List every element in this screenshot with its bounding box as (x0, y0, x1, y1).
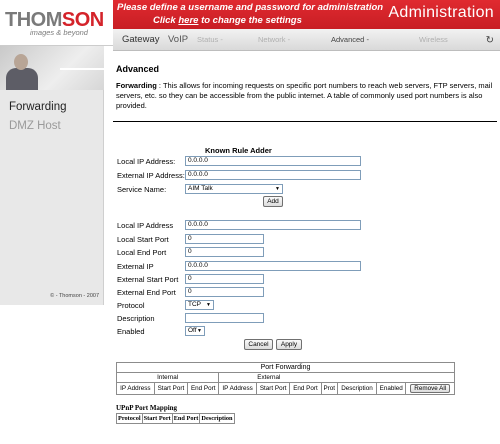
remove-all-cell (406, 383, 455, 395)
intro-paragraph (116, 81, 495, 111)
person-head-shape (14, 54, 28, 70)
custom-external-ip-label: External IP (117, 262, 154, 271)
description-label: Description (117, 314, 155, 323)
change-settings-link[interactable]: here (178, 15, 199, 26)
tab-advanced[interactable]: Advanced - (331, 35, 369, 44)
column-header: IP Address (219, 383, 257, 395)
custom-local-ip-label: Local IP Address (117, 221, 174, 230)
sidebar-photo (0, 46, 104, 90)
upnp-title: UPnP Port Mapping (116, 404, 178, 412)
column-header: Enabled (376, 383, 406, 395)
table-row (117, 373, 455, 383)
intro-bold-term: Forwarding (116, 81, 157, 90)
local-ip-label: Local IP Address: (117, 157, 176, 166)
group-header-external: External (219, 373, 455, 383)
copyright-text: © - Thomson - 2007 (50, 293, 99, 299)
cancel-button[interactable]: Cancel (244, 339, 273, 350)
tab-network[interactable]: Network - (258, 35, 291, 44)
column-header: Protocol (118, 415, 141, 422)
port-forwarding-title: Port Forwarding (117, 363, 455, 373)
add-button[interactable]: Add (263, 196, 283, 207)
service-name-label: Service Name: (117, 185, 167, 194)
external-end-port-label: External End Port (117, 288, 176, 297)
custom-external-ip-input[interactable]: 0.0.0.0 (185, 261, 361, 271)
column-header: End Port (173, 415, 199, 422)
table-row (117, 414, 235, 424)
known-rule-adder-title: Known Rule Adder (205, 146, 272, 155)
local-end-port-label: Local End Port (117, 248, 167, 257)
sidebar-item-dmz-host[interactable]: DMZ Host (9, 120, 61, 132)
section-divider (113, 121, 497, 122)
local-start-port-input[interactable]: 0 (185, 234, 264, 244)
sidebar (0, 46, 104, 305)
chevron-down-icon: ▼ (197, 328, 202, 334)
chevron-down-icon: ▼ (206, 302, 211, 308)
service-name-select[interactable] (185, 184, 283, 194)
photo-divider (60, 68, 104, 70)
service-name-value: AIM Talk (188, 185, 213, 192)
column-header: Start Port (154, 383, 187, 395)
thomson-logo (0, 0, 113, 46)
external-ip-label: External IP Address: (117, 171, 185, 180)
top-nav (113, 29, 500, 51)
external-start-port-input[interactable]: 0 (185, 274, 264, 284)
notice-prefix: Click (153, 15, 179, 26)
table-row (117, 383, 455, 395)
admin-notice-line2 (153, 15, 302, 26)
local-end-port-input[interactable]: 0 (185, 247, 264, 257)
tab-wireless[interactable]: Wireless (419, 35, 448, 44)
brand-name: THOMSON (5, 9, 104, 31)
column-header: End Port (188, 383, 219, 395)
apply-button[interactable]: Apply (276, 339, 302, 350)
section-title: Administration (388, 4, 494, 21)
enabled-value: Off (188, 327, 197, 334)
custom-local-ip-input[interactable]: 0.0.0.0 (185, 220, 361, 230)
admin-notice-line1: Please define a username and password for administration (117, 2, 384, 13)
column-header: Description (201, 415, 233, 422)
port-forwarding-table (116, 362, 455, 395)
table-row (117, 363, 455, 373)
enabled-select[interactable] (185, 326, 205, 336)
column-header: Prot (321, 383, 337, 395)
description-input[interactable] (185, 313, 264, 323)
brand-tagline: images & beyond (30, 28, 88, 37)
column-header: End Port (290, 383, 321, 395)
sidebar-item-forwarding[interactable]: Forwarding (9, 101, 67, 113)
local-start-port-label: Local Start Port (117, 235, 169, 244)
known-local-ip-input[interactable]: 0.0.0.0 (185, 156, 361, 166)
column-header: IP Address (117, 383, 155, 395)
page-title: Advanced (116, 64, 160, 74)
tab-status[interactable]: Status - (197, 35, 223, 44)
group-header-internal: Internal (117, 373, 219, 383)
notice-suffix: to change the settings (198, 15, 302, 26)
protocol-select[interactable] (185, 300, 214, 310)
known-external-ip-input[interactable]: 0.0.0.0 (185, 170, 361, 180)
remove-all-button[interactable]: Remove All (410, 384, 450, 393)
column-header: Description (337, 383, 376, 395)
protocol-label: Protocol (117, 301, 145, 310)
refresh-icon[interactable]: ↻ (485, 35, 494, 46)
tab-voip[interactable]: VoIP (168, 34, 189, 45)
chevron-down-icon: ▼ (275, 186, 280, 192)
column-header: Start Port (256, 383, 289, 395)
external-end-port-input[interactable]: 0 (185, 287, 264, 297)
admin-notice-bar (113, 0, 500, 29)
tab-gateway[interactable]: Gateway (122, 34, 160, 45)
column-header: Start Port (143, 415, 171, 422)
external-start-port-label: External Start Port (117, 275, 179, 284)
protocol-value: TCP (188, 301, 201, 308)
enabled-label: Enabled (117, 327, 145, 336)
person-body-shape (6, 68, 38, 90)
intro-text: : This allows for incoming requests on specific port numbers to reach web servers, FTP servers, mail servers, etc. so they can be accessible from the public internet. A table of commonly used port numbers is also provided. (116, 81, 493, 110)
upnp-port-mapping-table (116, 413, 235, 424)
